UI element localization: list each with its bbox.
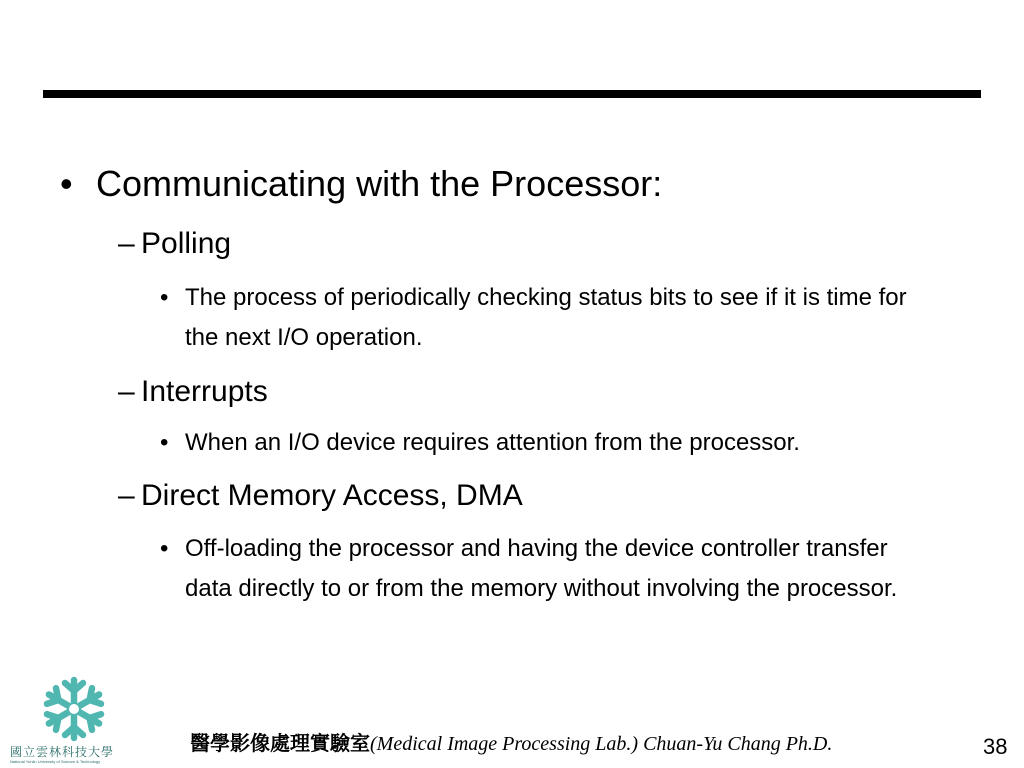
- detail-text: Off-loading the processor and having the device controller transfer data directly to or from the memory without involving the processor.: [185, 535, 898, 602]
- sub-bullet-dma: [118, 478, 523, 514]
- university-logo: [8, 674, 144, 766]
- dash-marker: –: [118, 375, 135, 408]
- university-name-zh: 國立雲林科技大學: [10, 745, 115, 759]
- detail-text: When an I/O device requires attention from the processor.: [185, 429, 800, 456]
- detail-interrupts: [160, 423, 925, 463]
- dash-marker: –: [118, 479, 135, 512]
- bullet-marker: •: [160, 284, 169, 311]
- bullet-marker: •: [60, 163, 73, 204]
- bullet-marker: •: [160, 429, 169, 456]
- dash-marker: –: [118, 227, 135, 260]
- bullet-marker: •: [160, 535, 169, 562]
- sub-bullet-label: Interrupts: [141, 375, 268, 408]
- lab-name-zh: 醫學影像處理實驗室: [190, 731, 370, 755]
- sub-bullet-polling: [118, 226, 231, 262]
- snowflake-logo-icon: [39, 674, 109, 744]
- detail-dma: [160, 529, 925, 609]
- sub-bullet-label: Polling: [141, 227, 232, 260]
- detail-text: The process of periodically checking status bits to see if it is time for the next I/O operation.: [185, 284, 907, 351]
- lab-name-en: (Medical Image Processing Lab.) Chuan-Yu Chang Ph.D.: [370, 733, 833, 755]
- slide-page-number: 38: [983, 734, 1008, 759]
- sub-bullet-label: Direct Memory Access, DMA: [141, 479, 523, 512]
- detail-polling: [160, 278, 925, 358]
- main-bullet-text: Communicating with the Processor:: [96, 163, 663, 204]
- university-name-en: National Yunlin University of Science & Technology: [10, 759, 101, 764]
- sub-bullet-interrupts: [118, 374, 268, 410]
- footer-lab-credit: [190, 730, 832, 757]
- main-bullet: [60, 162, 662, 206]
